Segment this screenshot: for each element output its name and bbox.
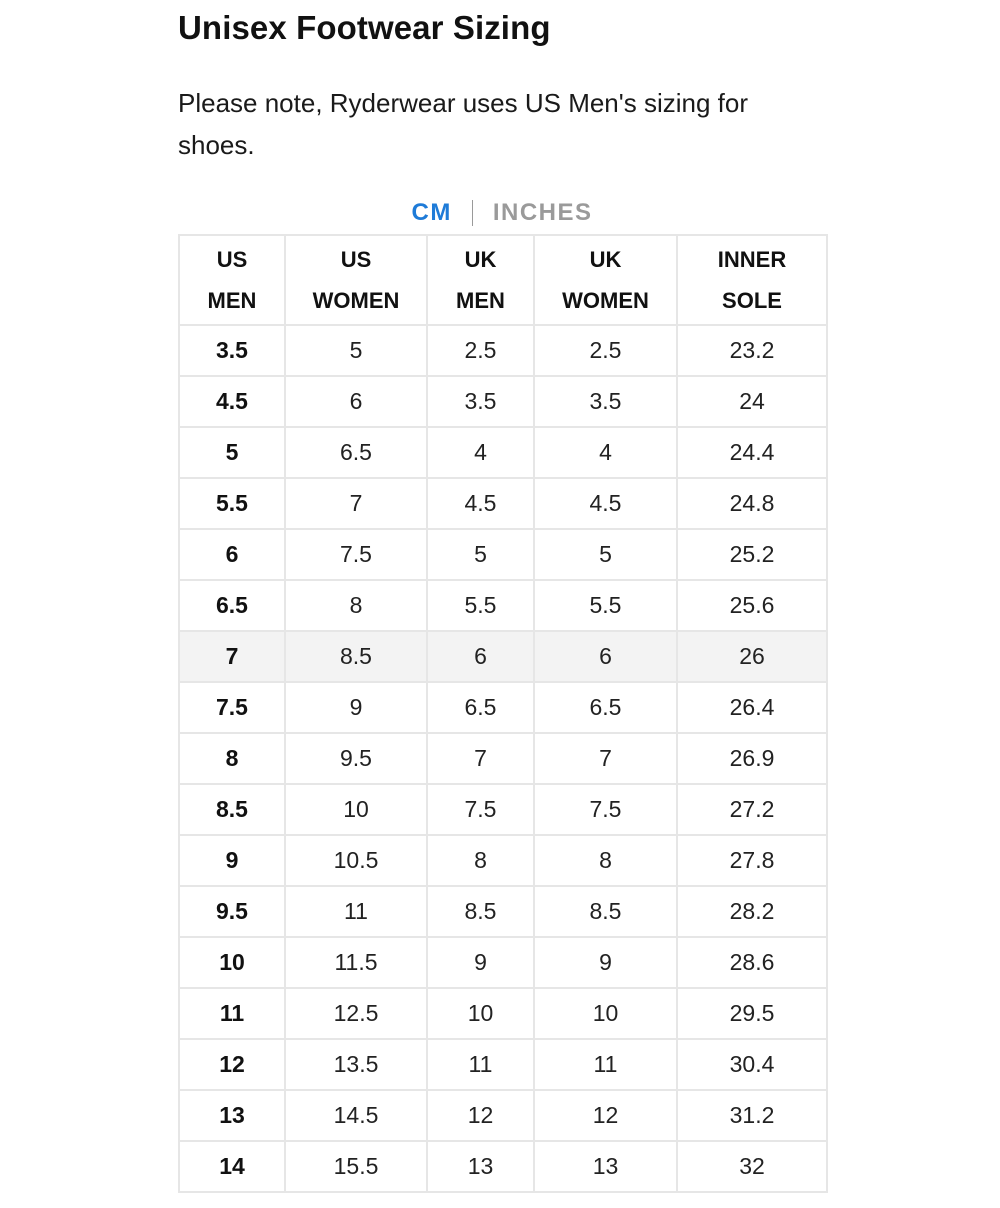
cell-us-men: 8.5 — [179, 784, 285, 835]
cell-us-women: 12.5 — [285, 988, 427, 1039]
cell-us-men: 5 — [179, 427, 285, 478]
table-row — [179, 937, 827, 988]
cell-uk-men: 4 — [427, 427, 534, 478]
cell-us-men: 4.5 — [179, 376, 285, 427]
cell-us-men: 10 — [179, 937, 285, 988]
table-row — [179, 1039, 827, 1090]
cell-uk-women: 8 — [534, 835, 677, 886]
cell-uk-women: 11 — [534, 1039, 677, 1090]
header-line: US — [216, 247, 248, 272]
cell-us-men: 8 — [179, 733, 285, 784]
cell-uk-men: 5.5 — [427, 580, 534, 631]
cell-us-women: 10.5 — [285, 835, 427, 886]
unit-divider — [472, 200, 473, 226]
cell-uk-women: 5.5 — [534, 580, 677, 631]
cell-us-women: 8 — [285, 580, 427, 631]
cell-us-men: 9.5 — [179, 886, 285, 937]
header-line: MEN — [456, 288, 505, 313]
header-line: INNER — [717, 247, 787, 272]
table-row — [179, 325, 827, 376]
cell-uk-men: 5 — [427, 529, 534, 580]
cell-uk-women: 2.5 — [534, 325, 677, 376]
table-row — [179, 988, 827, 1039]
header-uk-women — [534, 235, 677, 325]
cell-uk-women: 7 — [534, 733, 677, 784]
cell-us-women: 8.5 — [285, 631, 427, 682]
cell-us-women: 11.5 — [285, 937, 427, 988]
cell-us-men: 14 — [179, 1141, 285, 1192]
cell-us-women: 15.5 — [285, 1141, 427, 1192]
cell-uk-men: 2.5 — [427, 325, 534, 376]
cell-uk-women: 13 — [534, 1141, 677, 1192]
cell-inner-sole: 24.8 — [677, 478, 827, 529]
cell-us-women: 7 — [285, 478, 427, 529]
table-row — [179, 886, 827, 937]
cell-inner-sole: 30.4 — [677, 1039, 827, 1090]
cell-us-women: 9.5 — [285, 733, 427, 784]
cell-inner-sole: 23.2 — [677, 325, 827, 376]
cell-us-men: 6 — [179, 529, 285, 580]
cell-uk-men: 6.5 — [427, 682, 534, 733]
cell-inner-sole: 25.2 — [677, 529, 827, 580]
cell-inner-sole: 26 — [677, 631, 827, 682]
cell-uk-women: 10 — [534, 988, 677, 1039]
cell-uk-women: 6.5 — [534, 682, 677, 733]
cell-us-men: 9 — [179, 835, 285, 886]
cell-uk-men: 7.5 — [427, 784, 534, 835]
cell-inner-sole: 32 — [677, 1141, 827, 1192]
cell-uk-men: 11 — [427, 1039, 534, 1090]
table-row — [179, 1090, 827, 1141]
cell-us-women: 10 — [285, 784, 427, 835]
header-uk-men — [427, 235, 534, 325]
cell-uk-women: 8.5 — [534, 886, 677, 937]
cell-inner-sole: 27.2 — [677, 784, 827, 835]
cell-us-women: 6.5 — [285, 427, 427, 478]
cell-uk-men: 9 — [427, 937, 534, 988]
header-line: US — [340, 247, 372, 272]
table-row — [179, 427, 827, 478]
cell-us-men: 6.5 — [179, 580, 285, 631]
cell-inner-sole: 27.8 — [677, 835, 827, 886]
cell-uk-women: 7.5 — [534, 784, 677, 835]
header-line: UK — [589, 247, 622, 272]
table-row — [179, 784, 827, 835]
cell-us-women: 13.5 — [285, 1039, 427, 1090]
header-line: MEN — [207, 288, 257, 313]
cell-uk-men: 7 — [427, 733, 534, 784]
header-line: SOLE — [722, 288, 782, 313]
header-inner-sole — [677, 235, 827, 325]
cell-us-men: 5.5 — [179, 478, 285, 529]
table-row — [179, 1141, 827, 1192]
header-us-men — [179, 235, 285, 325]
table-header-row — [179, 235, 827, 325]
table-row — [179, 682, 827, 733]
cell-uk-women: 4 — [534, 427, 677, 478]
sizing-note: Please note, Ryderwear uses US Men's sizing for shoes. — [178, 88, 748, 160]
table-row — [179, 376, 827, 427]
cell-uk-men: 10 — [427, 988, 534, 1039]
cell-uk-men: 8 — [427, 835, 534, 886]
cell-us-women: 6 — [285, 376, 427, 427]
cell-uk-women: 9 — [534, 937, 677, 988]
cell-inner-sole: 28.2 — [677, 886, 827, 937]
cell-uk-men: 4.5 — [427, 478, 534, 529]
cell-uk-women: 4.5 — [534, 478, 677, 529]
cell-us-men: 7.5 — [179, 682, 285, 733]
cell-uk-men: 8.5 — [427, 886, 534, 937]
cell-us-women: 9 — [285, 682, 427, 733]
cell-uk-men: 12 — [427, 1090, 534, 1141]
cell-us-men: 12 — [179, 1039, 285, 1090]
cell-inner-sole: 31.2 — [677, 1090, 827, 1141]
cell-us-men: 3.5 — [179, 325, 285, 376]
cell-us-men: 11 — [179, 988, 285, 1039]
cell-uk-men: 6 — [427, 631, 534, 682]
cell-inner-sole: 29.5 — [677, 988, 827, 1039]
cell-us-women: 7.5 — [285, 529, 427, 580]
cell-inner-sole: 24.4 — [677, 427, 827, 478]
table-body — [179, 325, 827, 1192]
cell-uk-women: 5 — [534, 529, 677, 580]
cell-us-women: 5 — [285, 325, 427, 376]
cell-inner-sole: 24 — [677, 376, 827, 427]
cell-us-men: 13 — [179, 1090, 285, 1141]
header-line: WOMEN — [562, 288, 649, 313]
cell-inner-sole: 26.9 — [677, 733, 827, 784]
cell-uk-men: 13 — [427, 1141, 534, 1192]
header-line: WOMEN — [312, 288, 400, 313]
header-line: UK — [464, 247, 497, 272]
table-row — [179, 835, 827, 886]
unit-option-inches[interactable]: INCHES — [492, 199, 593, 226]
cell-uk-men: 3.5 — [427, 376, 534, 427]
table-row — [179, 733, 827, 784]
table-row — [179, 580, 827, 631]
table-row — [179, 529, 827, 580]
cell-inner-sole: 26.4 — [677, 682, 827, 733]
unit-option-cm[interactable]: CM — [411, 199, 452, 226]
cell-inner-sole: 25.6 — [677, 580, 827, 631]
cell-us-women: 14.5 — [285, 1090, 427, 1141]
cell-inner-sole: 28.6 — [677, 937, 827, 988]
cell-uk-women: 12 — [534, 1090, 677, 1141]
size-chart-table — [178, 234, 828, 1193]
table-row — [179, 631, 827, 682]
unit-toggle — [178, 196, 826, 230]
cell-us-women: 11 — [285, 886, 427, 937]
cell-uk-women: 3.5 — [534, 376, 677, 427]
sizing-section — [178, 0, 826, 1179]
cell-uk-women: 6 — [534, 631, 677, 682]
table-row — [179, 478, 827, 529]
cell-us-men: 7 — [179, 631, 285, 682]
header-us-women — [285, 235, 427, 325]
page-title: Unisex Footwear Sizing — [178, 9, 551, 46]
